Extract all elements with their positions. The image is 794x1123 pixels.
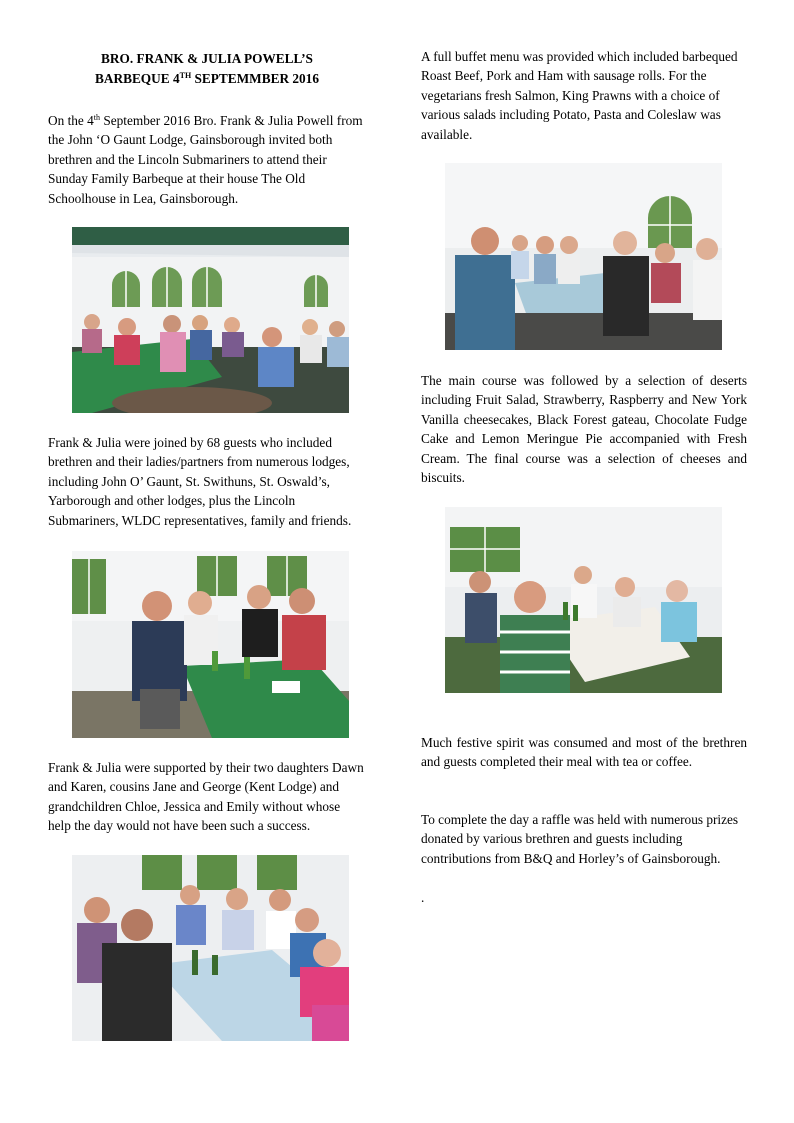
raffle-paragraph: To complete the day a raffle was held with numerous prizes donated by various brethren and guests including contributions from B&Q and Horley’s of Gainsborough. (421, 812, 739, 866)
buffet-paragraph: A full buffet menu was provided which included barbequed Roast Beef, Pork and Ham with sausage rolls. For the vegetarians fresh Salmon, King Prawns with a choice of various salads including Potato, Pasta and Coleslaw was available. (421, 49, 738, 142)
photo-marquee-group-table (72, 227, 349, 413)
page-title (48, 49, 366, 89)
intro-paragraph: On the 4th September 2016 Bro. Frank & Julia Powell from the John ‘O Gaunt Lodge, Gainsborough invited both brethren and the Lincoln Submariners to attend their Sunday Family Barbeque at their house The Old Schoolhouse in Lea, Gainsborough. (48, 113, 363, 206)
title-line-2: BARBEQUE 4TH SEPTEMMBER 2016 (95, 71, 319, 86)
desserts-paragraph: The main course was followed by a selection of deserts including Fruit Salad, Strawberry, Raspberry and New York Vanilla cheesecakes, Black Forest gateau, Chocolate Fudge Cake and Lemon Meringue Pie accompanied with Fresh Cream. The final course was a selection of cheeses and biscuits. (421, 373, 747, 486)
festive-paragraph: Much festive spirit was consumed and most of the brethren and guests completed their meal with tea or coffee. (421, 735, 747, 770)
photo-guests-green-table (72, 551, 349, 738)
photo-desserts-table (445, 507, 722, 693)
trailing-dot: . (421, 890, 425, 905)
photo-guests-buffet (445, 163, 722, 350)
support-paragraph: Frank & Julia were supported by their two daughters Dawn and Karen, cousins Jane and George (Kent Lodge) and grandchildren Chloe, Jessica and Emily without whose help the day would not have been such a success. (48, 760, 364, 834)
title-line-1: BRO. FRANK & JULIA POWELL’S (101, 51, 313, 66)
guests-paragraph: Frank & Julia were joined by 68 guests who included brethren and their ladies/partners from numerous lodges, including John O’ Gaunt, St. Swithuns, St. Oswald’s, Yarborough and other lodges, plus the Lincoln Submariners, WLDC representatives, family and friends. (48, 435, 352, 528)
photo-family-table (72, 855, 349, 1041)
